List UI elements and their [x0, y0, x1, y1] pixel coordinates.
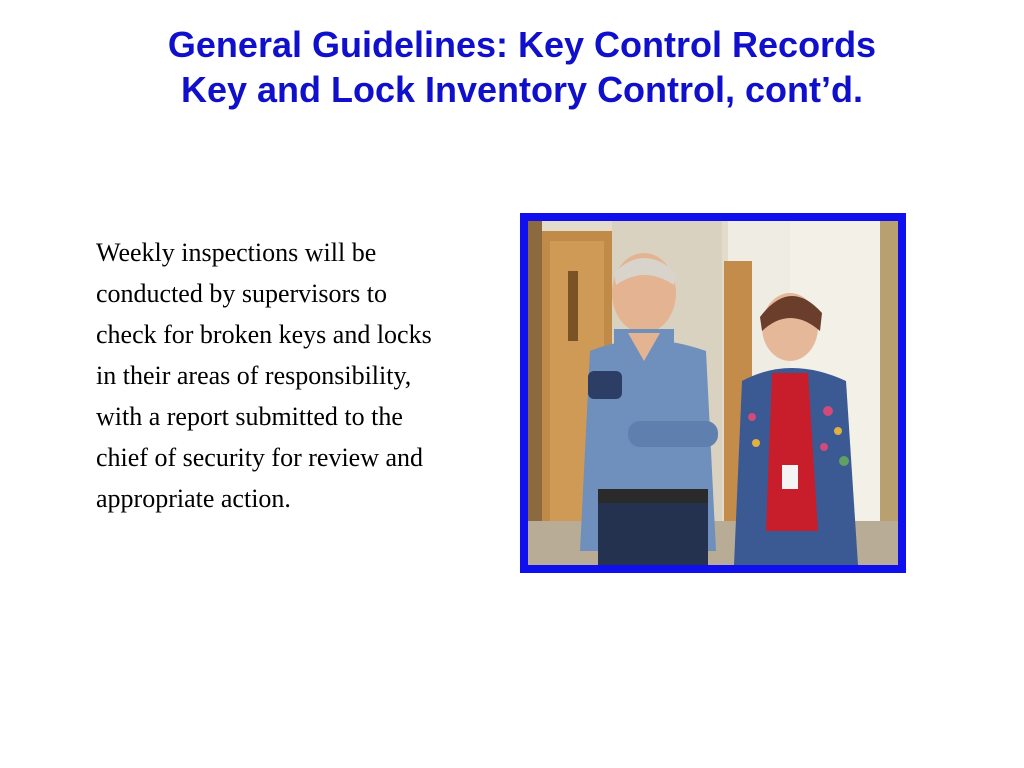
title-line-2: Key and Lock Inventory Control, cont’d. — [180, 69, 864, 110]
photo-officer-and-woman — [528, 221, 898, 565]
slide-title — [40, 22, 1004, 112]
body-paragraph: Weekly inspections will be conducted by supervisors to check for broken keys and locks in their areas of responsibility, with a report submitted to the chief of security for review and appropriate action. — [96, 238, 432, 513]
title-line-1: General Guidelines: Key Control Records — [167, 24, 877, 65]
photo-frame — [520, 213, 906, 573]
